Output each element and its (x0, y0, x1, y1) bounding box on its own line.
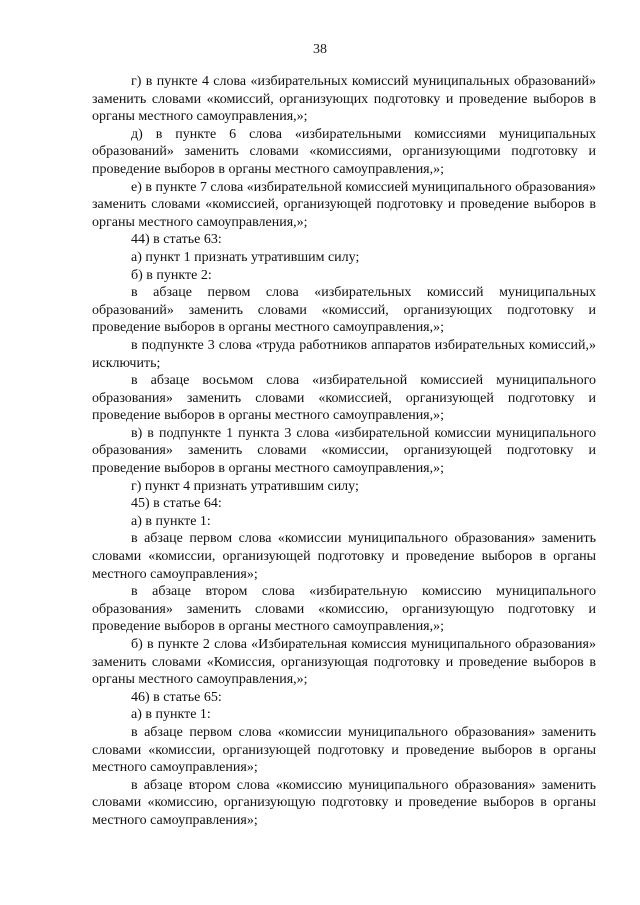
paragraph-article-65-item-a: а) в пункте 1: (131, 707, 211, 723)
paragraph-article-64-a-second-abzac: в абзаце втором слова «избирательную комиссию муниципального образования» заменить словами «комиссию, организующую подготовку и проведение выборов в органы местного самоуправления,»; (92, 584, 596, 635)
page-number: 38 (313, 42, 327, 57)
paragraph-item-e-point-7: е) в пункте 7 слова «избирательной комиссией муниципального образования» заменить словами «комиссией, организующей подготовку и проведение выборов в органы местного самоуправления,»; (92, 179, 597, 230)
paragraph-article-63-b-eighth-abzac: в абзаце восьмом слова «избирательной комиссией муниципального образования» заменить словами «комиссией, организующей подготовку и проведение выборов в органы местного самоуправления,»; (92, 373, 596, 424)
paragraph-article-63-b-first-abzac: в абзаце первом слова «избирательных комиссий муниципальных образований» заменить словами «комиссий, организующих подготовку и проведение выборов в органы местного самоуправления,»; (92, 285, 596, 336)
paragraph-article-64-a-first-abzac: в абзаце первом слова «комиссии муниципального образования» заменить словами «комиссии, организующей подготовку и проведение выборов в органы местного самоуправления»; (92, 531, 596, 582)
paragraph-article-63-item-b: б) в пункте 2: (131, 267, 212, 283)
document-body (92, 73, 596, 830)
paragraph-article-64-item-a: а) в пункте 1: (131, 513, 211, 529)
paragraph-article-63-heading: 44) в статье 63: (131, 232, 222, 248)
paragraph-article-63-item-a: а) пункт 1 признать утратившим силу; (131, 249, 360, 265)
paragraph-article-63-item-g: г) пункт 4 признать утратившим силу; (131, 478, 359, 494)
paragraph-article-65-a-second-abzac: в абзаце втором слова «комиссию муниципального образования» заменить словами «комиссию, организующую подготовку и проведение выборов в органы местного самоуправления»; (92, 777, 596, 828)
paragraph-article-64-item-b: б) в пункте 2 слова «Избирательная комиссия муниципального образования» заменить словами «Комиссия, организующая подготовку и проведение выборов в органы местного самоуправления,»; (92, 637, 596, 688)
paragraph-item-g-point-4: г) в пункте 4 слова «избирательных комиссий муниципальных образований» заменить словами «комиссий, организующих подготовку и проведение выборов в органы местного самоуправления,»; (92, 74, 596, 125)
paragraph-item-d-point-6: д) в пункте 6 слова «избирательными комиссиями муниципальных образований» заменить словами «комиссиями, организующими подготовку и проведение выборов в органы местного самоуправления,»; (92, 126, 596, 177)
paragraph-article-64-heading: 45) в статье 64: (131, 496, 222, 512)
paragraph-article-65-heading: 46) в статье 65: (131, 689, 222, 705)
paragraph-article-63-b-subpoint-3: в подпункте 3 слова «труда работников аппаратов избирательных комиссий,» исключить; (92, 337, 596, 371)
paragraph-article-65-a-first-abzac: в абзаце первом слова «комиссии муниципального образования» заменить словами «комиссии, организующей подготовку и проведение выборов в органы местного самоуправления»; (92, 724, 596, 776)
paragraph-article-63-item-v: в) в подпункте 1 пункта 3 слова «избирательной комиссии муниципального образования» заменить словами «комиссии, организующей подготовку и проведение выборов в органы местного самоуправления,»; (92, 425, 596, 477)
